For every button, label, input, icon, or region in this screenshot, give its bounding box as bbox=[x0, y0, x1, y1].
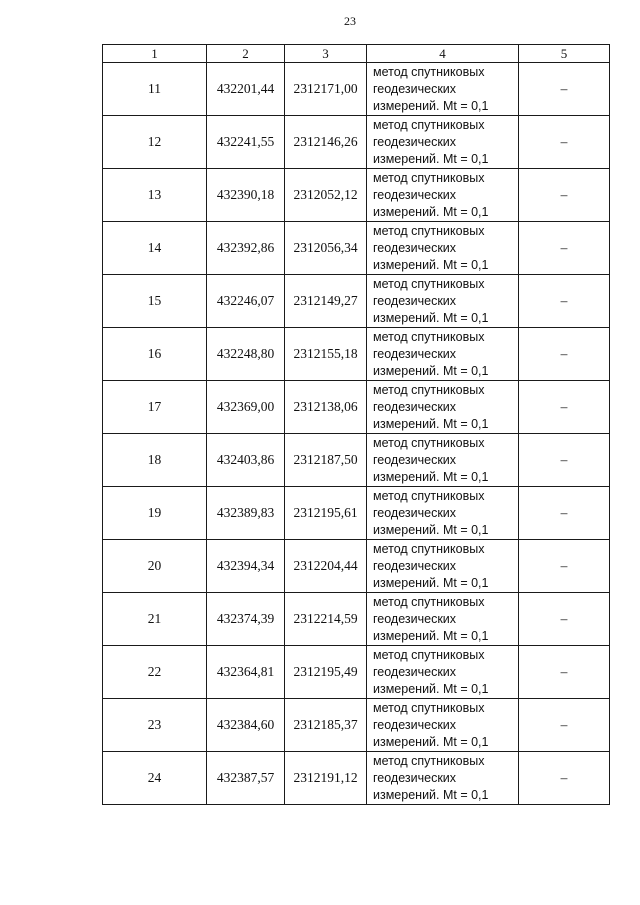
header-col-4: 4 bbox=[367, 45, 519, 63]
method-line-2: геодезических bbox=[373, 717, 457, 732]
coordinate-y: 2312146,26 bbox=[285, 116, 367, 169]
note-cell: – bbox=[519, 222, 610, 275]
method-cell bbox=[367, 752, 519, 805]
table-header bbox=[103, 45, 610, 63]
coordinate-y: 2312138,06 bbox=[285, 381, 367, 434]
method-line-2: геодезических bbox=[373, 505, 457, 520]
coordinate-y: 2312195,49 bbox=[285, 646, 367, 699]
table-row bbox=[103, 328, 610, 381]
method-line-1: метод спутниковых bbox=[373, 753, 485, 768]
point-number: 15 bbox=[103, 275, 207, 328]
method-line-1: метод спутниковых bbox=[373, 276, 485, 291]
table-row bbox=[103, 540, 610, 593]
method-line-3: измерений. Mt = 0,1 bbox=[373, 310, 489, 325]
table-row bbox=[103, 699, 610, 752]
method-cell bbox=[367, 540, 519, 593]
method-line-1: метод спутниковых bbox=[373, 435, 485, 450]
note-cell: – bbox=[519, 275, 610, 328]
method-line-1: метод спутниковых bbox=[373, 488, 485, 503]
method-line-2: геодезических bbox=[373, 293, 457, 308]
method-cell bbox=[367, 699, 519, 752]
coordinate-y: 2312204,44 bbox=[285, 540, 367, 593]
table-row bbox=[103, 434, 610, 487]
coordinate-x: 432390,18 bbox=[207, 169, 285, 222]
coordinate-y: 2312191,12 bbox=[285, 752, 367, 805]
table-row bbox=[103, 116, 610, 169]
point-number: 19 bbox=[103, 487, 207, 540]
method-line-2: геодезических bbox=[373, 558, 457, 573]
note-cell: – bbox=[519, 116, 610, 169]
coordinate-x: 432384,60 bbox=[207, 699, 285, 752]
coordinate-x: 432364,81 bbox=[207, 646, 285, 699]
method-line-3: измерений. Mt = 0,1 bbox=[373, 257, 489, 272]
coordinate-y: 2312195,61 bbox=[285, 487, 367, 540]
note-cell: – bbox=[519, 434, 610, 487]
coordinate-y: 2312171,00 bbox=[285, 63, 367, 116]
table-row bbox=[103, 381, 610, 434]
table-row bbox=[103, 222, 610, 275]
method-line-2: геодезических bbox=[373, 611, 457, 626]
method-line-1: метод спутниковых bbox=[373, 647, 485, 662]
method-cell bbox=[367, 381, 519, 434]
note-cell: – bbox=[519, 328, 610, 381]
method-cell bbox=[367, 434, 519, 487]
table-row bbox=[103, 646, 610, 699]
note-cell: – bbox=[519, 169, 610, 222]
method-line-3: измерений. Mt = 0,1 bbox=[373, 681, 489, 696]
point-number: 22 bbox=[103, 646, 207, 699]
method-line-2: геодезических bbox=[373, 664, 457, 679]
coordinate-x: 432394,34 bbox=[207, 540, 285, 593]
method-line-3: измерений. Mt = 0,1 bbox=[373, 787, 489, 802]
method-line-1: метод спутниковых bbox=[373, 594, 485, 609]
point-number: 18 bbox=[103, 434, 207, 487]
method-line-3: измерений. Mt = 0,1 bbox=[373, 469, 489, 484]
method-line-2: геодезических bbox=[373, 770, 457, 785]
table-row bbox=[103, 752, 610, 805]
method-line-3: измерений. Mt = 0,1 bbox=[373, 628, 489, 643]
point-number: 20 bbox=[103, 540, 207, 593]
method-line-2: геодезических bbox=[373, 240, 457, 255]
method-line-3: измерений. Mt = 0,1 bbox=[373, 734, 489, 749]
header-row bbox=[103, 45, 610, 63]
point-number: 17 bbox=[103, 381, 207, 434]
note-cell: – bbox=[519, 752, 610, 805]
method-line-2: геодезических bbox=[373, 187, 457, 202]
point-number: 12 bbox=[103, 116, 207, 169]
header-col-2: 2 bbox=[207, 45, 285, 63]
table-row bbox=[103, 63, 610, 116]
method-line-2: геодезических bbox=[373, 346, 457, 361]
method-cell bbox=[367, 116, 519, 169]
method-line-1: метод спутниковых bbox=[373, 329, 485, 344]
coordinate-y: 2312149,27 bbox=[285, 275, 367, 328]
header-col-1: 1 bbox=[103, 45, 207, 63]
method-line-1: метод спутниковых bbox=[373, 223, 485, 238]
coordinate-x: 432387,57 bbox=[207, 752, 285, 805]
method-line-2: геодезических bbox=[373, 81, 457, 96]
note-cell: – bbox=[519, 487, 610, 540]
coordinate-y: 2312185,37 bbox=[285, 699, 367, 752]
method-cell bbox=[367, 593, 519, 646]
coordinate-x: 432241,55 bbox=[207, 116, 285, 169]
method-line-2: геодезических bbox=[373, 134, 457, 149]
table-body bbox=[103, 63, 610, 805]
method-line-1: метод спутниковых bbox=[373, 700, 485, 715]
coordinate-x: 432248,80 bbox=[207, 328, 285, 381]
point-number: 14 bbox=[103, 222, 207, 275]
method-line-3: измерений. Mt = 0,1 bbox=[373, 416, 489, 431]
method-cell bbox=[367, 275, 519, 328]
point-number: 24 bbox=[103, 752, 207, 805]
page-number: 23 bbox=[344, 14, 356, 28]
table-row bbox=[103, 169, 610, 222]
note-cell: – bbox=[519, 540, 610, 593]
header-col-5: 5 bbox=[519, 45, 610, 63]
point-number: 16 bbox=[103, 328, 207, 381]
method-line-1: метод спутниковых bbox=[373, 117, 485, 132]
coordinate-y: 2312056,34 bbox=[285, 222, 367, 275]
coordinate-x: 432374,39 bbox=[207, 593, 285, 646]
coordinate-x: 432389,83 bbox=[207, 487, 285, 540]
coordinate-x: 432246,07 bbox=[207, 275, 285, 328]
method-line-1: метод спутниковых bbox=[373, 541, 485, 556]
table-row bbox=[103, 593, 610, 646]
coordinate-y: 2312052,12 bbox=[285, 169, 367, 222]
point-number: 11 bbox=[103, 63, 207, 116]
method-cell bbox=[367, 222, 519, 275]
coordinate-y: 2312214,59 bbox=[285, 593, 367, 646]
point-number: 13 bbox=[103, 169, 207, 222]
method-line-3: измерений. Mt = 0,1 bbox=[373, 575, 489, 590]
coordinates-table bbox=[102, 44, 610, 805]
note-cell: – bbox=[519, 646, 610, 699]
coordinate-x: 432403,86 bbox=[207, 434, 285, 487]
method-line-1: метод спутниковых bbox=[373, 64, 485, 79]
method-line-3: измерений. Mt = 0,1 bbox=[373, 204, 489, 219]
method-cell bbox=[367, 63, 519, 116]
method-line-2: геодезических bbox=[373, 452, 457, 467]
coordinate-x: 432201,44 bbox=[207, 63, 285, 116]
method-line-2: геодезических bbox=[373, 399, 457, 414]
note-cell: – bbox=[519, 699, 610, 752]
method-line-1: метод спутниковых bbox=[373, 382, 485, 397]
header-col-3: 3 bbox=[285, 45, 367, 63]
method-line-3: измерений. Mt = 0,1 bbox=[373, 151, 489, 166]
table-row bbox=[103, 487, 610, 540]
point-number: 21 bbox=[103, 593, 207, 646]
method-line-3: измерений. Mt = 0,1 bbox=[373, 98, 489, 113]
method-line-3: измерений. Mt = 0,1 bbox=[373, 363, 489, 378]
coordinate-x: 432392,86 bbox=[207, 222, 285, 275]
note-cell: – bbox=[519, 381, 610, 434]
method-line-1: метод спутниковых bbox=[373, 170, 485, 185]
note-cell: – bbox=[519, 63, 610, 116]
coordinate-y: 2312155,18 bbox=[285, 328, 367, 381]
table-row bbox=[103, 275, 610, 328]
method-cell bbox=[367, 328, 519, 381]
coordinate-y: 2312187,50 bbox=[285, 434, 367, 487]
coordinate-x: 432369,00 bbox=[207, 381, 285, 434]
method-cell bbox=[367, 646, 519, 699]
method-line-3: измерений. Mt = 0,1 bbox=[373, 522, 489, 537]
point-number: 23 bbox=[103, 699, 207, 752]
method-cell bbox=[367, 487, 519, 540]
note-cell: – bbox=[519, 593, 610, 646]
method-cell bbox=[367, 169, 519, 222]
